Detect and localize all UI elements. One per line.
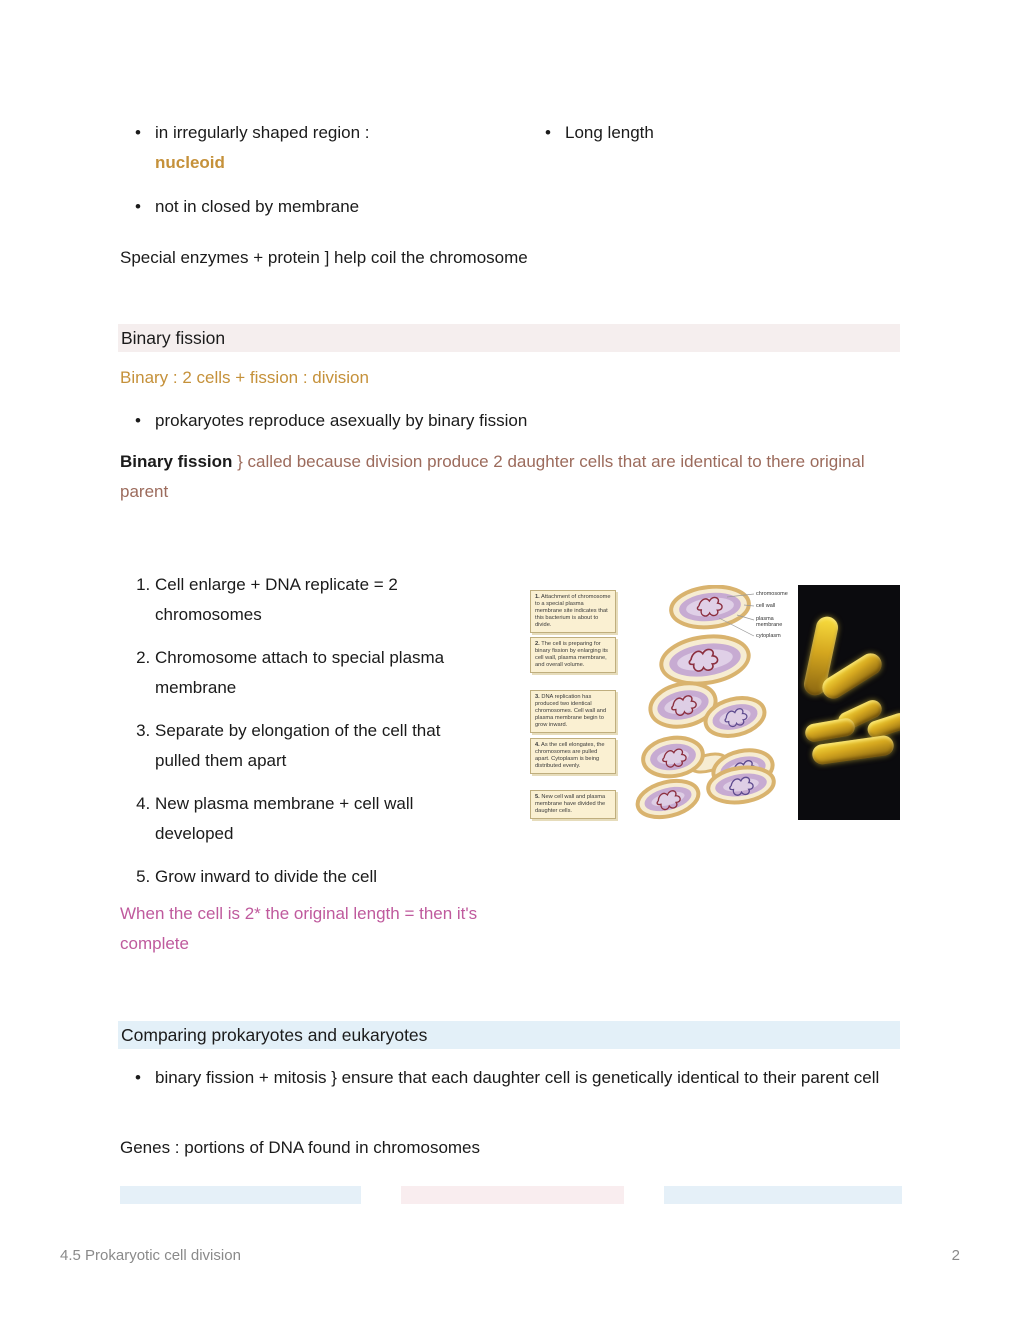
step-item-4: 4. New plasma membrane + cell wall developed (155, 789, 465, 849)
genes-paragraph: Genes : portions of DNA found in chromosomes (120, 1138, 481, 1157)
binary-fission-subheading: Binary : 2 cells + fission : division (120, 368, 369, 387)
list-item: • binary fission + mitosis } ensure that each daughter cell is genetically identical to their parent cell (120, 1063, 900, 1093)
cell-stage-2 (658, 631, 752, 689)
bacterium-rod (804, 717, 856, 743)
caption-text: Attachment of chromosome to a special plasma membrane site indicates that this bacterium is about to divide. (535, 594, 611, 629)
list-item: • Long length (530, 118, 900, 148)
caption-number: 5. (535, 794, 540, 800)
caption-text: New cell wall and plasma membrane have divided the daughter cells. (535, 794, 606, 815)
label-plasma-membrane: plasma membrane (756, 616, 783, 629)
definition-term: Binary fission (120, 452, 233, 471)
comparing-heading: Comparing prokaryotes and eukaryotes (118, 1021, 900, 1049)
cell-stage-1 (669, 585, 751, 631)
intro-bullets-col2 (530, 118, 900, 148)
figure-caption-2 (530, 637, 616, 673)
list-item (120, 118, 515, 178)
intro-bullet1-text: in irregularly shaped region : (155, 123, 370, 142)
label-cytoplasm: cytoplasm (756, 633, 781, 639)
figure-caption-4 (530, 738, 616, 774)
caption-number: 2. (535, 641, 540, 647)
footer-title: 4.5 Prokaryotic cell division (60, 1247, 241, 1264)
table-header-bar-2 (401, 1186, 624, 1204)
table-header-bar-3 (664, 1186, 902, 1204)
step-item-1: 1. Cell enlarge + DNA replicate = 2 chromosomes (155, 570, 465, 630)
special-enzymes-paragraph: Special enzymes + protein ] help coil the chromosome (120, 248, 528, 267)
step-item-5: 5. Grow inward to divide the cell (155, 862, 465, 892)
intro-bullets-col1 (120, 118, 515, 222)
page-number: 2 (951, 1247, 960, 1264)
figure-caption-5 (530, 790, 616, 819)
label-cell-wall: cell wall (756, 603, 776, 609)
nucleoid-highlight: nucleoid (155, 153, 225, 172)
step-item-2: 2. Chromosome attach to special plasma membrane (155, 643, 465, 703)
binary-fission-figure (528, 585, 900, 820)
list-item: • prokaryotes reproduce asexually by binary fission (120, 406, 900, 436)
page-footer (60, 1247, 960, 1265)
caption-number: 4. (535, 742, 540, 748)
figure-caption-1 (530, 590, 616, 633)
caption-number: 3. (535, 694, 540, 700)
bacteria-micrograph (798, 585, 900, 820)
binary-fission-steps (120, 570, 465, 905)
figure-caption-3 (530, 690, 616, 733)
caption-text: DNA replication has produced two identical chromosomes. Cell wall and plasma membrane begin to grow inward. (535, 694, 607, 729)
definition-text: } called because division produce 2 daughter cells that are identical to there original parent (120, 452, 865, 501)
completion-note: When the cell is 2* the original length = then it's complete (120, 904, 478, 953)
binary-fission-heading: Binary fission (118, 324, 900, 352)
caption-number: 1. (535, 594, 540, 600)
caption-text: The cell is preparing for binary fission by enlarging its cell wall, plasma membrane, and overall volume. (535, 641, 609, 669)
mitosis-bullet-block (120, 1063, 900, 1093)
binary-fission-definition (120, 447, 900, 507)
list-item: • not in closed by membrane (120, 192, 515, 222)
label-chromosome: chromosome (756, 591, 788, 597)
prokaryotes-bullet-block (120, 406, 900, 436)
step-item-3: 3. Separate by elongation of the cell that pulled them apart (155, 716, 465, 776)
table-header-bar-1 (120, 1186, 361, 1204)
caption-text: As the cell elongates, the chromosomes are pulled apart. Cytoplasm is being distributed evenly. (535, 742, 605, 770)
cell-stage-3 (646, 678, 768, 742)
